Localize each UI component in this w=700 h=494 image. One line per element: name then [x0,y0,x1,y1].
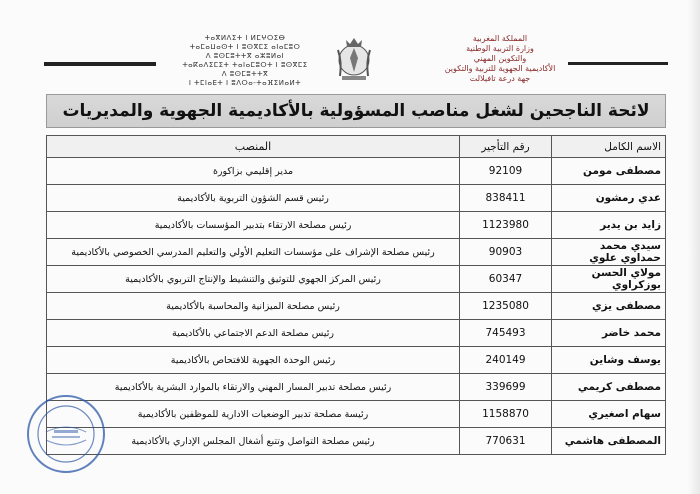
cell-position: رئيس مصلحة الإشراف على مؤسسات التعليم الأولي والتعليم المدرسي الخصوصي بالأكاديمية [47,239,460,266]
cell-position: رئيس مصلحة التواصل وتتبع أشغال المجلس الإداري بالأكاديمية [47,428,460,455]
tifinagh-line: ⴷ ⵓⵙⵎⵓⵜⵜⴳ ⴰⵣⵓⵍⴰⵏ [205,52,285,60]
table-row [47,320,666,347]
table-header-row [47,136,666,158]
table-row [47,266,666,293]
tifinagh-line: ⴷ ⵓⵙⵎⵓⵜⵜⴳ [221,70,269,78]
table-row [47,401,666,428]
cell-number: 339699 [460,374,552,401]
tifinagh-line: ⵜⴰⵎⴰⵡⴰⵙⵜ ⵏ ⵓⵙⴳⵎⵉ ⴰⵏⴰⵎⵓⵔ [189,43,301,51]
arabic-header-line: والتكوين المهني [473,54,527,63]
results-table [46,135,666,455]
header-position: المنصب [47,136,460,158]
table-row [47,158,666,185]
scan-shadow [688,0,700,494]
header-number: رقم التأجير [460,136,552,158]
table-row [47,428,666,455]
cell-name: مصطفى كريمي [552,374,666,401]
arabic-header-line: الأكاديمية الجهوية للتربية والتكوين [444,64,556,73]
cell-position: رئيسة مصلحة تدبير الوضعيات الادارية للموظفين بالأكاديمية [47,401,460,428]
royal-emblem-icon [328,32,380,84]
cell-name: زايد بن يدير [552,212,666,239]
cell-name: عدي رمشون [552,185,666,212]
cell-position: رئيس مصلحة الدعم الاجتماعي بالأكاديمية [47,320,460,347]
cell-name: مصطفى مومن [552,158,666,185]
cell-name: مصطفى يزي [552,293,666,320]
cell-name: يوسف وشاين [552,347,666,374]
table-row [47,185,666,212]
arabic-header [440,34,560,84]
tifinagh-line: ⵜⴰⴽⴰⴷⵉⵎⵉⵜ ⵜⴰⵏⴰⵎⵓⵔⵜ ⵏ ⵓⵙⴳⵎⵉ [182,61,308,69]
tifinagh-line: ⵜⴰⴳⵍⴷⵉⵜ ⵏ ⵍⵎⵖⵔⵉⴱ [204,34,286,42]
tifinagh-line: ⵏ ⵜⵎⵏⴰⴹⵜ ⵏ ⵓⴷⵔⴰ-ⵜⴰⴼⵉⵍⴰⵍⵜ [188,79,302,87]
cell-number: 90903 [460,239,552,266]
cell-name: المصطفى هاشمي [552,428,666,455]
cell-position: رئيس المركز الجهوي للتوثيق والتنشيط والإنتاج التربوي بالأكاديمية [47,266,460,293]
cell-position: رئيس مصلحة تدبير المسار المهني والارتقاء بالموارد البشرية بالأكاديمية [47,374,460,401]
cell-number: 745493 [460,320,552,347]
cell-position: رئيس قسم الشؤون التربوية بالأكاديمية [47,185,460,212]
document-title: لائحة الناجحين لشغل مناصب المسؤولية بالأكاديمية الجهوية والمديريات [46,94,666,128]
official-stamp-icon [24,392,108,476]
arabic-header-line: جهة درعة تافيلالت [469,74,531,83]
table-row [47,293,666,320]
letterhead [0,28,700,88]
cell-number: 92109 [460,158,552,185]
cell-position: رئيس مصلحة الارتقاء بتدبير المؤسسات بالأكاديمية [47,212,460,239]
arabic-header-line: المملكة المغربية [472,34,528,43]
cell-name: سهام اصغيري [552,401,666,428]
header-rule-left [44,62,156,66]
cell-number: 1235080 [460,293,552,320]
cell-name: سيدي محمد حمداوي علوي [552,239,666,266]
cell-number: 1123980 [460,212,552,239]
tifinagh-header [170,34,320,88]
cell-name: محمد خاضر [552,320,666,347]
cell-position: رئيس مصلحة الميزانية والمحاسبة بالأكاديمية [47,293,460,320]
cell-number: 240149 [460,347,552,374]
cell-number: 770631 [460,428,552,455]
header-name: الاسم الكامل [552,136,666,158]
cell-number: 60347 [460,266,552,293]
header-rule-right [568,62,668,65]
table-row [47,239,666,266]
cell-number: 1158870 [460,401,552,428]
table-row [47,347,666,374]
cell-number: 838411 [460,185,552,212]
arabic-header-line: وزارة التربية الوطنية [466,44,534,53]
table-row [47,374,666,401]
table-row [47,212,666,239]
cell-position: رئيس الوحدة الجهوية للافتحاص بالأكاديمية [47,347,460,374]
cell-position: مدير إقليمي بزاكورة [47,158,460,185]
cell-name: مولاي الحسن بوزكراوي [552,266,666,293]
